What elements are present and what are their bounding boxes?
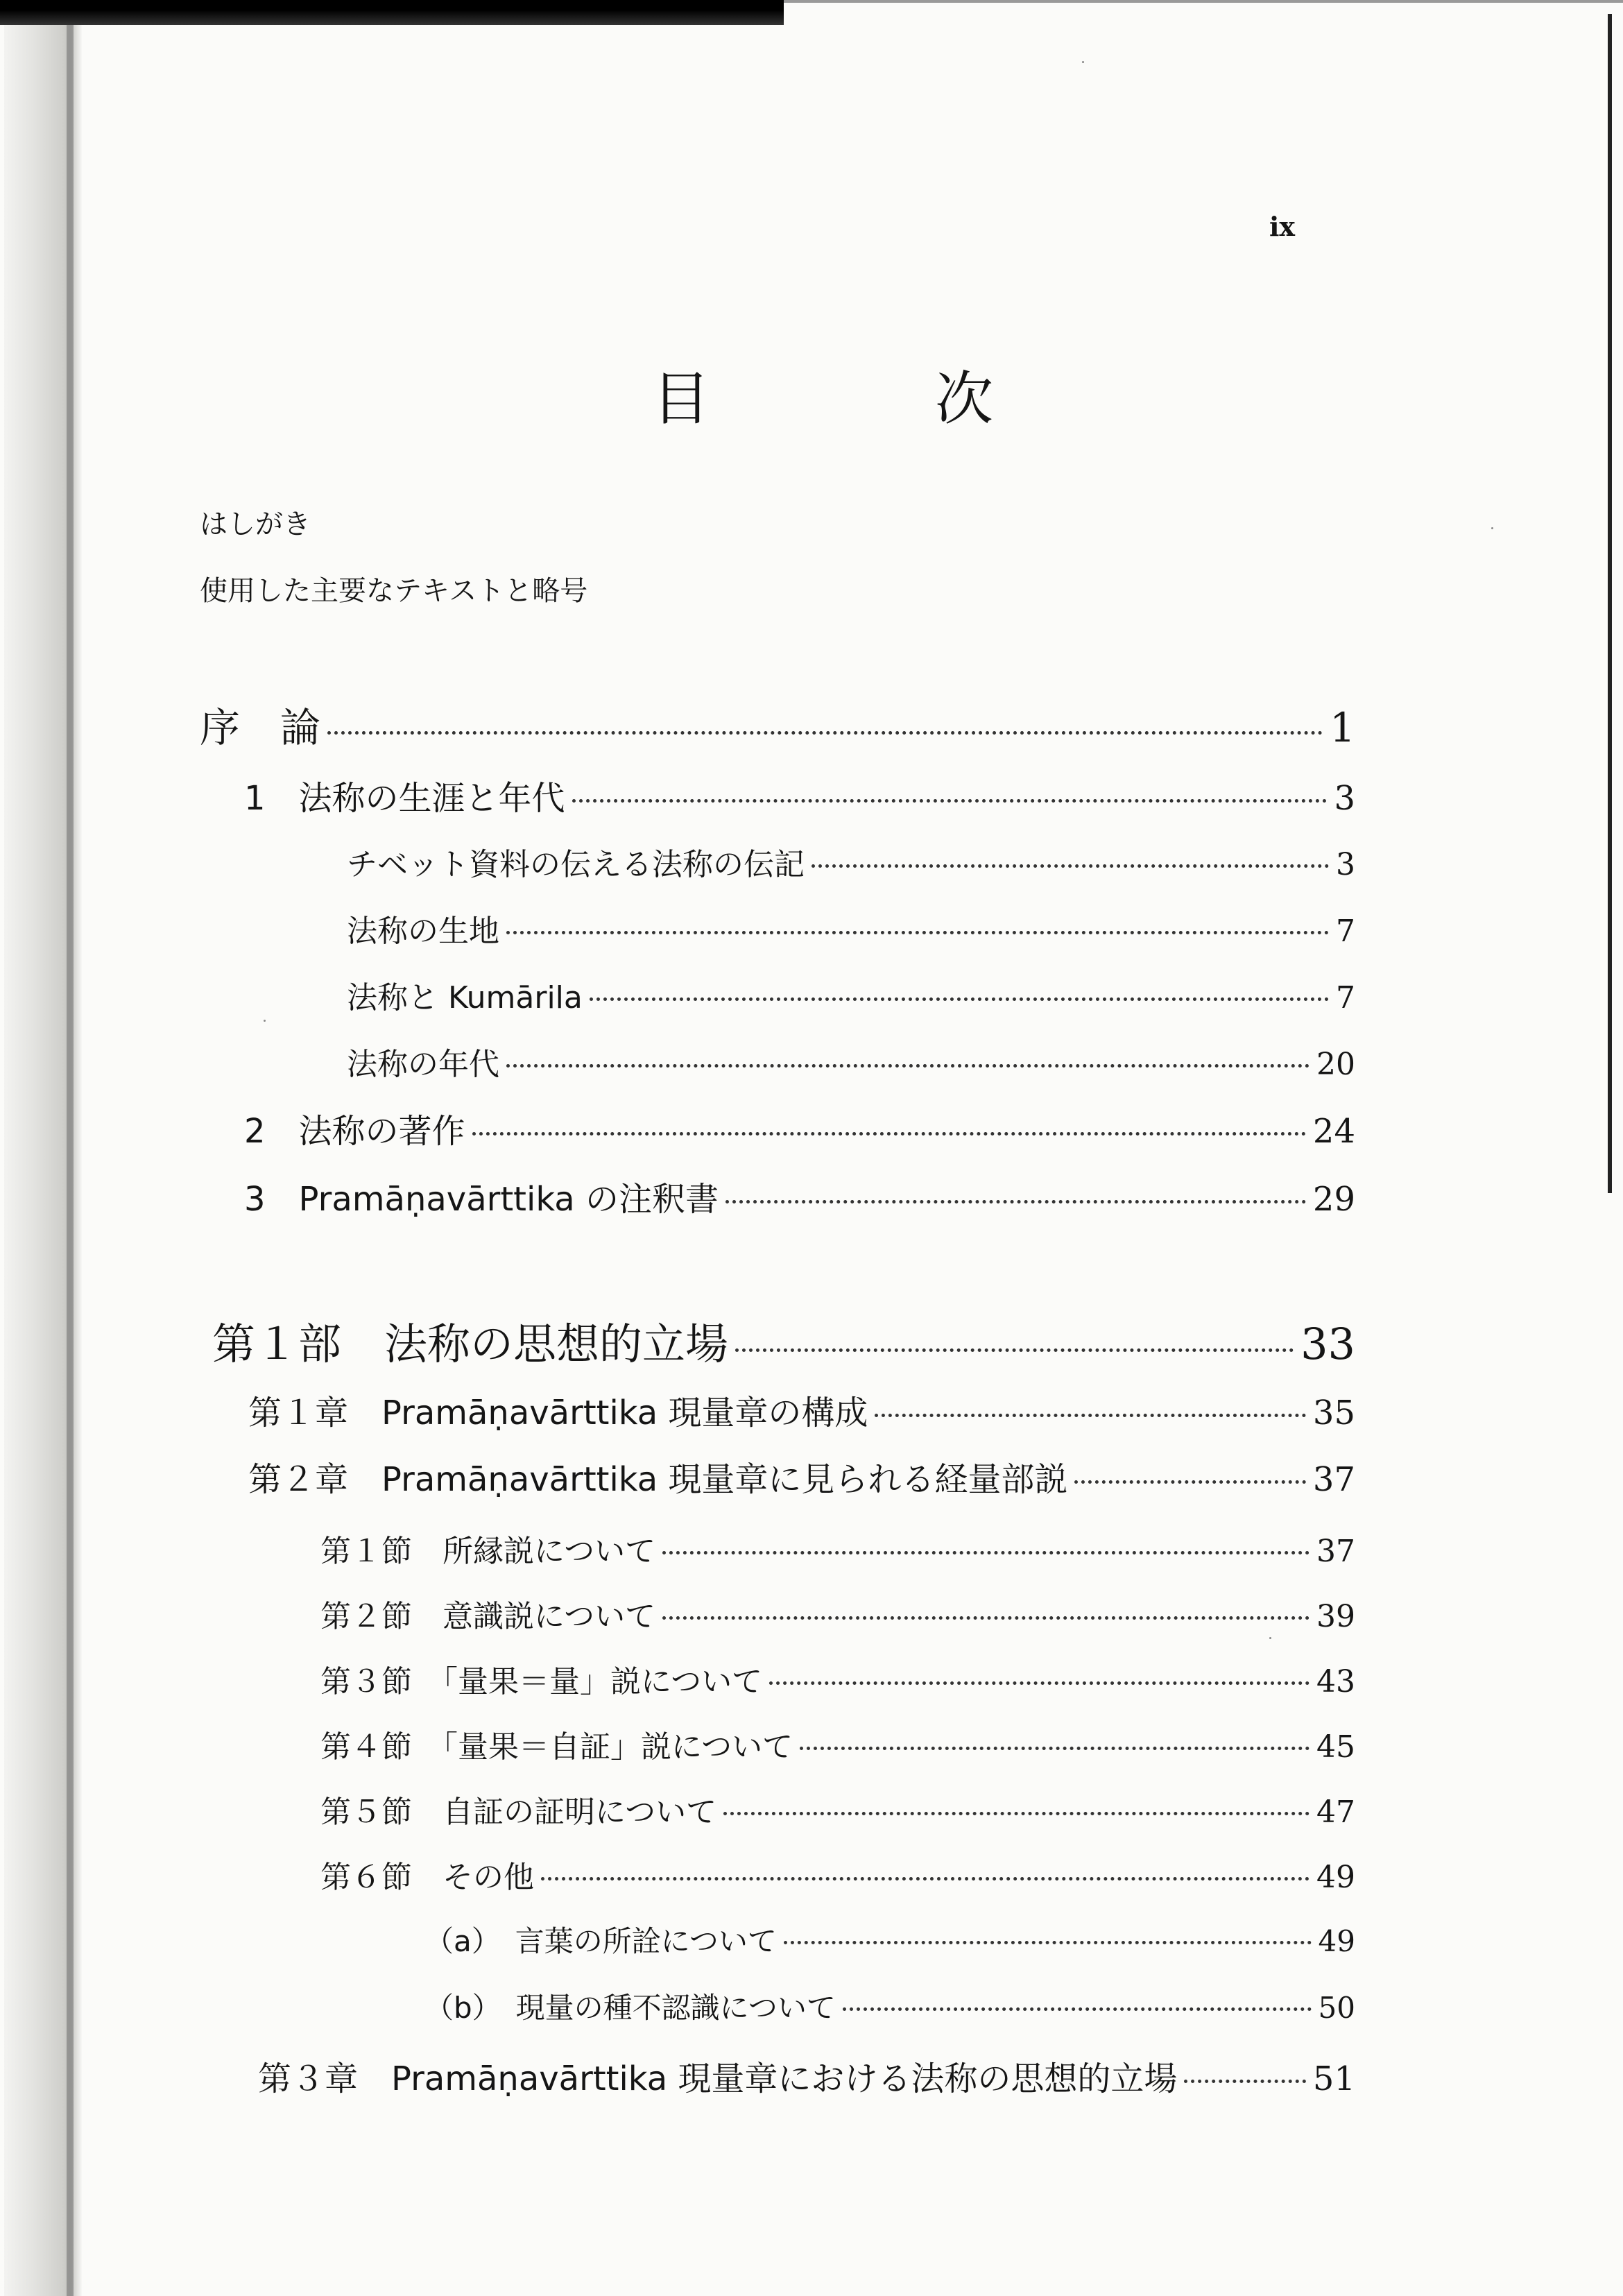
toc-entry-page: 3 xyxy=(1334,779,1355,818)
scan-border-top-thin xyxy=(784,0,1623,3)
toc-entry-page: 51 xyxy=(1312,2059,1355,2098)
toc-leader-dots xyxy=(572,799,1328,803)
toc-entry-label: 法称の年代 xyxy=(347,1047,499,1082)
scan-speck xyxy=(264,1020,266,1022)
toc-entry-page: 24 xyxy=(1312,1112,1355,1151)
toc-entry-page: 1 xyxy=(1330,704,1355,751)
toc-entry-page: 7 xyxy=(1336,914,1355,949)
toc-leader-dots xyxy=(506,931,1329,934)
toc-entry-page: 47 xyxy=(1316,1794,1355,1830)
toc-entry-section[interactable] xyxy=(320,1656,1355,1701)
toc-entry-section[interactable] xyxy=(320,1526,1355,1570)
toc-entry-subsection[interactable] xyxy=(424,1985,1355,2027)
toc-leader-dots xyxy=(843,2007,1312,2011)
toc-leader-dots xyxy=(662,1616,1309,1620)
toc-leader-dots xyxy=(327,731,1323,735)
toc-leader-dots xyxy=(590,997,1329,1001)
scan-border-top xyxy=(0,0,784,25)
toc-entry-label: 法称の生地 xyxy=(347,914,499,949)
toc-leader-dots xyxy=(725,1200,1306,1203)
toc-leader-dots xyxy=(541,1877,1309,1881)
toc-entry-chapter[interactable] xyxy=(248,1453,1355,1500)
toc-entry-subsection[interactable] xyxy=(424,1919,1355,1960)
toc-entry-label: 序 論 xyxy=(200,704,321,751)
toc-entry-subsection[interactable] xyxy=(347,1039,1355,1083)
toc-entry-introduction[interactable] xyxy=(200,695,1355,753)
toc-entry-label: 第１部 法称の思想的立場 xyxy=(212,1319,729,1369)
toc-entry-label: 第３節 「量果＝量」説について xyxy=(320,1664,763,1699)
toc-entry-subsection[interactable] xyxy=(347,906,1355,950)
toc-entry-label: 2 法称の著作 xyxy=(244,1112,465,1151)
toc-entry-page: 29 xyxy=(1312,1180,1355,1219)
toc-leader-dots xyxy=(769,1681,1309,1685)
scan-edge-left xyxy=(67,25,74,2296)
toc-entry-chapter[interactable] xyxy=(258,2052,1355,2100)
toc-entry-section[interactable] xyxy=(244,1172,1355,1220)
scan-speck xyxy=(1269,1637,1271,1639)
toc-entry-label: 第４節 「量果＝自証」説について xyxy=(320,1729,793,1765)
toc-entry-label: 第２節 意識説について xyxy=(320,1599,656,1634)
toc-entry-page: 45 xyxy=(1316,1729,1355,1765)
toc-entry-label: チベット資料の伝える法称の伝記 xyxy=(347,847,805,882)
toc-entry-label: 1 法称の生涯と年代 xyxy=(244,779,565,818)
toc-entry-page: 37 xyxy=(1312,1460,1355,1499)
toc-leader-dots xyxy=(506,1064,1309,1068)
toc-entry-label: 3 Pramāṇavārttika の注釈書 xyxy=(244,1180,719,1219)
toc-entry-section[interactable] xyxy=(244,1104,1355,1152)
toc-leader-dots xyxy=(662,1551,1309,1554)
toc-entry-page: 50 xyxy=(1318,1991,1355,2025)
toc-entry-subsection[interactable] xyxy=(347,973,1355,1017)
toc-entry-section[interactable] xyxy=(244,771,1355,819)
toc-entry-page: 7 xyxy=(1336,980,1355,1016)
toc-entry-page: 33 xyxy=(1300,1319,1355,1369)
toc-entry-page: 35 xyxy=(1312,1394,1355,1432)
toc-leader-dots xyxy=(875,1414,1306,1417)
scan-speck xyxy=(1082,61,1084,63)
front-matter-abbreviations: 使用した主要なテキストと略号 xyxy=(200,575,588,607)
toc-entry-page: 37 xyxy=(1316,1534,1355,1569)
toc-entry-part[interactable] xyxy=(212,1310,1355,1371)
toc-entry-subsection[interactable] xyxy=(347,839,1355,884)
scan-speck xyxy=(1491,527,1493,529)
toc-leader-dots xyxy=(735,1348,1294,1352)
toc-entry-label: 第１節 所縁説について xyxy=(320,1534,656,1569)
toc-entry-page: 39 xyxy=(1316,1599,1355,1634)
toc-entry-section[interactable] xyxy=(320,1722,1355,1766)
toc-entry-label: 第３章 Pramāṇavārttika 現量章における法称の思想的立場 xyxy=(258,2059,1178,2098)
page-title: 目 次 xyxy=(652,365,1077,433)
scan-border-right xyxy=(1608,14,1612,1193)
toc-leader-dots xyxy=(800,1747,1309,1750)
toc-entry-section[interactable] xyxy=(320,1591,1355,1636)
toc-entry-section[interactable] xyxy=(320,1852,1355,1896)
toc-entry-page: 20 xyxy=(1316,1047,1355,1082)
toc-leader-dots xyxy=(1184,2080,1306,2083)
toc-leader-dots xyxy=(784,1941,1312,1944)
toc-leader-dots xyxy=(472,1132,1306,1136)
toc-entry-label: 第２章 Pramāṇavārttika 現量章に見られる経量部説 xyxy=(248,1460,1068,1499)
toc-entry-page: 3 xyxy=(1336,847,1355,882)
toc-entry-label: （a） 言葉の所詮について xyxy=(424,1924,777,1958)
toc-entry-section[interactable] xyxy=(320,1787,1355,1831)
toc-entry-chapter[interactable] xyxy=(248,1386,1355,1434)
front-matter-preface: はしがき xyxy=(200,508,311,540)
toc-entry-page: 49 xyxy=(1316,1860,1355,1895)
toc-entry-label: （b） 現量の種不認識について xyxy=(424,1991,836,2025)
page-number: ix xyxy=(1269,211,1296,242)
toc-leader-dots xyxy=(812,864,1329,868)
toc-leader-dots xyxy=(1074,1480,1306,1484)
toc-entry-label: 第１章 Pramāṇavārttika 現量章の構成 xyxy=(248,1394,868,1432)
toc-entry-page: 49 xyxy=(1318,1924,1355,1958)
toc-entry-page: 43 xyxy=(1316,1664,1355,1699)
toc-entry-label: 法称と Kumārila xyxy=(347,980,583,1016)
toc-leader-dots xyxy=(723,1812,1309,1815)
toc-entry-label: 第６節 その他 xyxy=(320,1860,534,1895)
toc-entry-label: 第５節 自証の証明について xyxy=(320,1794,717,1830)
